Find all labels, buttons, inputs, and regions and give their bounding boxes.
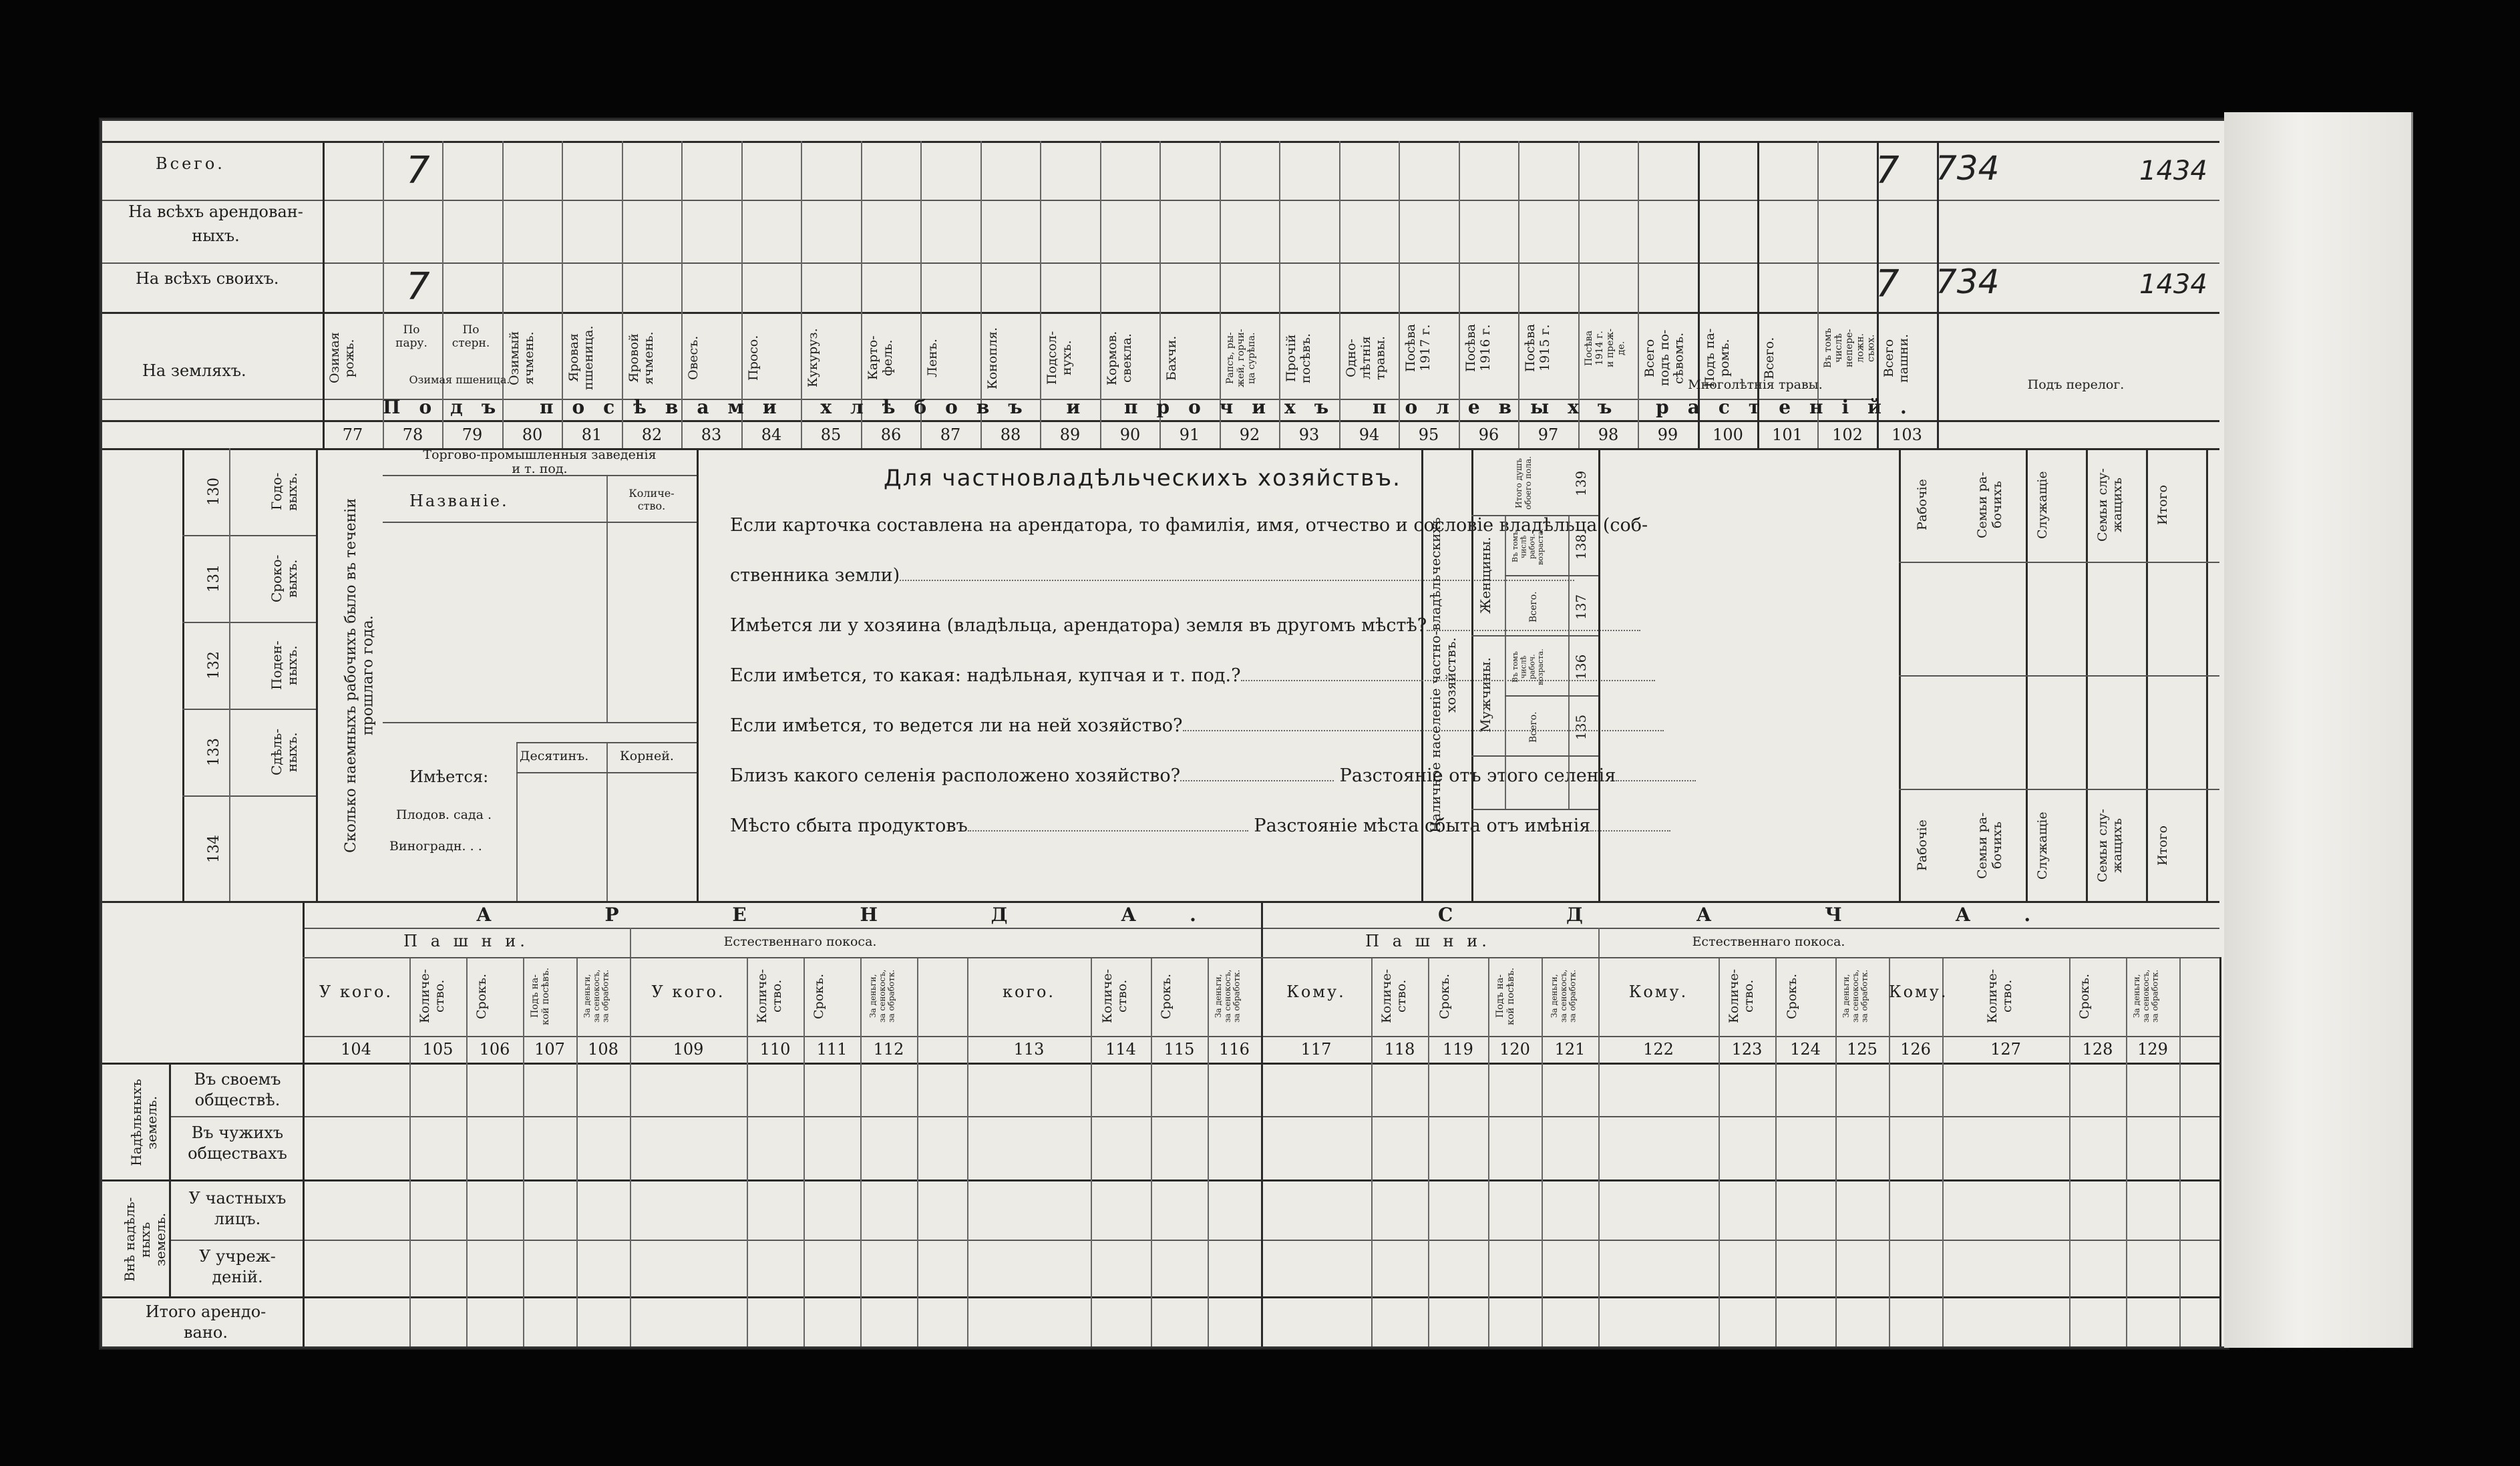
column-number: 102 bbox=[1832, 425, 1863, 444]
pokos-label: Естественнаго покоса. bbox=[1692, 934, 1845, 949]
question-owner: Если карточка составлена на арендатора, то фамилія, имя, отчество и сословіе владѣльца (соб- bbox=[730, 515, 1648, 536]
col-line bbox=[2026, 448, 2028, 901]
hand-value: 7 bbox=[406, 149, 430, 192]
census-card-sheet bbox=[100, 119, 2228, 1348]
col-line bbox=[169, 1063, 171, 1296]
crop-column-header: Карто- фель. bbox=[866, 335, 895, 381]
hand-value: 734 bbox=[1936, 149, 2000, 188]
col-line bbox=[316, 448, 318, 901]
col-line bbox=[697, 448, 699, 901]
row-line bbox=[516, 742, 697, 743]
column-number: 116 bbox=[1219, 1040, 1250, 1059]
crop-column-header: Одно- лѣтнія травы. bbox=[1344, 336, 1388, 380]
bottom-col-header: Количе- ство. bbox=[1379, 968, 1409, 1024]
bottom-col-header: Количе- ство. bbox=[754, 968, 784, 1024]
hire-title: Сколько наемныхъ рабочихъ было въ теченіи прошлаго года. bbox=[343, 498, 377, 853]
private-farms-heading: Для частновладѣльческихъ хозяйствъ. bbox=[884, 465, 1401, 492]
column-number: 126 bbox=[1900, 1040, 1931, 1059]
row-line bbox=[1899, 562, 2219, 563]
row-line bbox=[1471, 635, 1598, 636]
hire-srokovykh: Сроко- выхъ. bbox=[268, 554, 300, 602]
pop-num: 138 bbox=[1573, 534, 1589, 560]
col-line bbox=[630, 928, 631, 957]
hand-value: 1434 bbox=[2139, 269, 2207, 300]
hand-value: 1434 bbox=[2139, 156, 2207, 186]
row-line bbox=[169, 1240, 2219, 1241]
crop-column-header: Посѣва 1915 г. bbox=[1523, 323, 1552, 373]
trade-title: Торгово-промышленныя заведенія и т. под. bbox=[423, 447, 657, 476]
bottom-col-header: За деньги, за сенокосъ, за обработк. bbox=[582, 969, 610, 1023]
row-line bbox=[102, 1296, 2219, 1298]
crop-column-header: По стерн. bbox=[452, 323, 490, 350]
column-number: 103 bbox=[1892, 425, 1922, 444]
row-line bbox=[1505, 695, 1598, 697]
staff-header-bottom: Семьи слу- жащихъ bbox=[2095, 809, 2125, 882]
row-line bbox=[516, 772, 697, 773]
column-number: 78 bbox=[402, 425, 423, 444]
col-line bbox=[2146, 448, 2148, 901]
hand-value: 734 bbox=[1936, 262, 2000, 301]
col-line bbox=[2086, 448, 2088, 901]
crop-column-header: Овесъ. bbox=[686, 335, 701, 381]
column-number: 129 bbox=[2137, 1040, 2168, 1059]
attached-flap bbox=[2224, 112, 2413, 1348]
staff-header-top: Семьи слу- жащихъ bbox=[2095, 468, 2125, 542]
ozim-pshenitsa-label: Озимая пшеница. bbox=[409, 373, 510, 386]
col-line bbox=[1091, 957, 1092, 1346]
row-chuzhikh-obshch: Въ чужихъ обществахъ bbox=[188, 1123, 287, 1163]
crop-column-header: По пару. bbox=[395, 323, 427, 350]
column-number: 122 bbox=[1643, 1040, 1674, 1059]
col-line bbox=[1775, 957, 1777, 1346]
col-line bbox=[2179, 957, 2181, 1346]
column-number: 112 bbox=[873, 1040, 904, 1059]
row-line bbox=[1899, 789, 2219, 790]
row-line bbox=[102, 420, 2219, 422]
question-owner-cont: ственника земли) bbox=[730, 565, 1574, 586]
column-number: 101 bbox=[1772, 425, 1803, 444]
top-border bbox=[102, 141, 2219, 143]
col-line bbox=[1568, 515, 1570, 809]
bottom-col-header: Количе- ство. bbox=[1100, 968, 1129, 1024]
crop-column-header: Кормов. свекла. bbox=[1105, 331, 1134, 385]
crop-column-header: Рапсъ, ры- жей, горчи- ца сурѣпа. bbox=[1225, 329, 1258, 387]
row-label-na-zemlyakh: На земляхъ. bbox=[142, 361, 246, 380]
row-line bbox=[1471, 755, 1598, 757]
col-line bbox=[1428, 957, 1429, 1346]
col-line bbox=[1942, 957, 1944, 1346]
bottom-col-header: кого. bbox=[1002, 982, 1056, 1001]
row-chastnykh: У частныхъ лицъ. bbox=[188, 1189, 287, 1229]
row-line bbox=[1505, 575, 1598, 576]
column-number: 108 bbox=[588, 1040, 618, 1059]
pop-men: Мужчины. bbox=[1477, 657, 1493, 733]
column-number: 79 bbox=[462, 425, 483, 444]
column-number: 120 bbox=[1499, 1040, 1530, 1059]
hand-value: 7 bbox=[1875, 149, 1900, 192]
crop-column-header: Кукуруз. bbox=[805, 328, 820, 388]
col-line bbox=[1505, 515, 1506, 809]
bottom-col-header: Срокъ. bbox=[1785, 973, 1799, 1019]
column-number: 81 bbox=[581, 425, 602, 444]
crop-column-header: Посѣва 1914 г. и преж- де. bbox=[1584, 329, 1627, 367]
column-number: 88 bbox=[1000, 425, 1021, 444]
bottom-col-header: Подъ на- кой посѣвъ. bbox=[530, 967, 552, 1025]
row-line bbox=[1899, 675, 2219, 677]
population-title: Наличное населеніе частно-владѣльческихъ хозяйствъ. bbox=[1427, 517, 1459, 834]
question-village: Близъ какого селенія расположено хозяйство? Разстояніе отъ этого селенія bbox=[730, 765, 1696, 786]
col-line bbox=[1371, 957, 1373, 1346]
staff-header-top: Семьи ра- бочихъ bbox=[1975, 472, 2004, 538]
column-number: 77 bbox=[342, 425, 363, 444]
bottom-col-header: За деньги, за сенокосъ, за обработк. bbox=[1549, 969, 1578, 1023]
hand-value: 7 bbox=[1875, 262, 1900, 306]
staff-header-top: Рабочіе bbox=[1915, 479, 1930, 531]
mnogolet-label: Многолѣтнія травы. bbox=[1688, 377, 1823, 392]
column-number: 90 bbox=[1119, 425, 1141, 444]
bottom-col-header: У кого. bbox=[319, 982, 393, 1001]
col-line bbox=[523, 957, 524, 1346]
hire-podennykh: Поден- ныхъ. bbox=[268, 640, 300, 690]
col-line bbox=[630, 957, 631, 1346]
row-line bbox=[169, 1116, 2219, 1117]
col-line bbox=[1889, 957, 1890, 1346]
col-line bbox=[576, 957, 578, 1346]
staff-header-bottom: Семьи ра- бочихъ bbox=[1975, 812, 2004, 879]
bottom-col-header: Количе- ство. bbox=[1985, 968, 2014, 1024]
bottom-col-header: Кому. bbox=[1286, 982, 1346, 1001]
bottom-col-header: Количе- ство. bbox=[417, 968, 447, 1024]
column-number: 83 bbox=[701, 425, 722, 444]
column-number: 99 bbox=[1657, 425, 1678, 444]
column-number: 121 bbox=[1554, 1040, 1586, 1059]
column-number: 91 bbox=[1179, 425, 1200, 444]
col-line bbox=[409, 957, 411, 1346]
column-number: 85 bbox=[820, 425, 842, 444]
bottom-col-header: За деньги, за сенокосъ, за обработк. bbox=[1214, 969, 1242, 1023]
col-line bbox=[747, 957, 748, 1346]
crop-column-header: Яровой ячмень. bbox=[626, 331, 656, 385]
bottom-col-header: За деньги, за сенокосъ, за обработк. bbox=[2132, 969, 2160, 1023]
column-number: 109 bbox=[673, 1040, 704, 1059]
bottom-col-header: Кому. bbox=[1628, 982, 1688, 1001]
crop-column-header: Въ томъ числѣ непере- ложн. съюх. bbox=[1823, 328, 1877, 368]
row-line bbox=[102, 1063, 2219, 1065]
crop-column-header: Просо. bbox=[746, 335, 761, 381]
row-label-arend: На всѣхъ арендован- ныхъ. bbox=[128, 202, 303, 245]
col-line bbox=[229, 448, 230, 901]
hire-num: 134 bbox=[206, 835, 222, 863]
col-line bbox=[860, 957, 862, 1346]
crop-column-header: Всего пашни. bbox=[1881, 333, 1911, 383]
column-number: 105 bbox=[422, 1040, 454, 1059]
col-line bbox=[2219, 957, 2221, 1346]
question-other-land: Имѣется ли у хозяина (владѣльца, арендатора) земля въ другомъ мѣстѣ? bbox=[730, 615, 1640, 636]
posev-band: Подъ посѣвами хлѣбовъ и прочихъ полевыхъ растеній. bbox=[383, 396, 1926, 418]
row-line bbox=[182, 622, 316, 623]
hire-num: 131 bbox=[206, 564, 222, 592]
crop-column-header: Всего. bbox=[1762, 337, 1777, 379]
hire-num: 132 bbox=[206, 651, 222, 679]
col-line bbox=[606, 475, 608, 722]
hand-value: 7 bbox=[406, 265, 430, 309]
col-line bbox=[2126, 957, 2127, 1346]
korney-header: Корней. bbox=[620, 749, 674, 763]
row-line bbox=[182, 535, 316, 536]
crop-column-header: Подсол- нухъ. bbox=[1045, 331, 1074, 385]
pashni-label: П а ш н и. bbox=[403, 932, 529, 950]
column-number: 111 bbox=[816, 1040, 848, 1059]
row-itogo-arend: Итого арендо- вано. bbox=[145, 1302, 266, 1342]
crop-column-header: Подъ па- ромъ. bbox=[1702, 328, 1732, 388]
column-number: 86 bbox=[880, 425, 902, 444]
column-number: 107 bbox=[534, 1040, 565, 1059]
question-market: Мѣсто сбыта продуктовъ Разстояніе мѣста сбыта отъ имѣнія bbox=[730, 815, 1670, 836]
row-label-svoikh: На всѣхъ своихъ. bbox=[136, 269, 279, 288]
pop-itogo: Итого душъ обоего пола. bbox=[1514, 456, 1533, 510]
row-line bbox=[1471, 809, 1598, 810]
imeetsya-label: Имѣется: bbox=[409, 767, 489, 786]
column-number: 115 bbox=[1163, 1040, 1195, 1059]
arenda-band: А Р Е Н Д А. bbox=[476, 904, 1250, 926]
col-line bbox=[1835, 957, 1837, 1346]
column-number: 127 bbox=[1990, 1040, 2021, 1059]
column-number: 128 bbox=[2082, 1040, 2113, 1059]
col-line bbox=[182, 448, 184, 901]
question-farming: Если имѣется, то ведется ли на ней хозяйство? bbox=[730, 715, 1664, 736]
hire-num: 130 bbox=[206, 478, 222, 506]
column-number: 125 bbox=[1847, 1040, 1877, 1059]
crop-column-header: Бахчи. bbox=[1164, 335, 1179, 381]
column-number: 82 bbox=[641, 425, 663, 444]
staff-header-bottom: Рабочіе bbox=[1915, 819, 1930, 872]
row-line bbox=[303, 957, 2219, 958]
column-number: 104 bbox=[341, 1040, 371, 1059]
group-vne-nadel: Внѣ надѣль- ныхъ земель. bbox=[122, 1197, 168, 1282]
row-svoem-obshch: Въ своемъ обществѣ. bbox=[194, 1070, 281, 1110]
col-line bbox=[1542, 957, 1543, 1346]
column-number: 123 bbox=[1731, 1040, 1763, 1059]
bottom-col-header: За деньги, за сенокосъ, за обработк. bbox=[868, 969, 896, 1023]
row-line bbox=[102, 1179, 2219, 1181]
trade-qty-header: Количе- ство. bbox=[628, 487, 675, 512]
column-number: 114 bbox=[1105, 1040, 1136, 1059]
hire-sdelnykh: Сдѣль- ныхъ. bbox=[268, 728, 300, 776]
pop-men-total: Всего. bbox=[1528, 711, 1539, 743]
col-line bbox=[967, 957, 968, 1346]
col-line bbox=[1151, 957, 1152, 1346]
col-line bbox=[1598, 957, 1600, 1346]
pop-num: 137 bbox=[1573, 594, 1589, 620]
column-number: 106 bbox=[479, 1040, 510, 1059]
pop-num: 135 bbox=[1573, 714, 1589, 740]
col-line bbox=[2206, 448, 2208, 901]
col-line bbox=[1261, 957, 1263, 1346]
col-line bbox=[1598, 928, 1600, 957]
staff-header-bottom: Служащіе bbox=[2035, 811, 2050, 880]
bottom-col-header: Срокъ. bbox=[2077, 973, 2092, 1019]
desyatin-header: Десятинъ. bbox=[520, 749, 589, 763]
crop-column-header: Посѣва 1916 г. bbox=[1463, 323, 1493, 373]
row-line bbox=[102, 262, 2219, 264]
row-line bbox=[102, 200, 2219, 201]
bottom-col-header: За деньги, за сенокосъ, за обработк. bbox=[1841, 969, 1869, 1023]
bottom-col-header: Количе- ство. bbox=[1726, 968, 1756, 1024]
col-line bbox=[1719, 957, 1720, 1346]
group-nadel: Надѣльныхъ земель. bbox=[128, 1079, 160, 1167]
col-line bbox=[606, 742, 608, 901]
col-line bbox=[323, 141, 325, 448]
column-number: 84 bbox=[761, 425, 782, 444]
bottom-col-header: Подъ на- кой посѣвъ. bbox=[1495, 967, 1517, 1025]
column-number: 113 bbox=[1013, 1040, 1045, 1059]
row-line bbox=[182, 709, 316, 710]
pop-women-working: Въ томъ числѣ рабоч. возраста. bbox=[1511, 528, 1545, 565]
pokos-label: Естественнаго покоса. bbox=[723, 934, 877, 949]
row-uchrezhd: У учреж- деній. bbox=[199, 1247, 276, 1287]
col-line bbox=[516, 742, 518, 901]
bottom-col-header: Срокъ. bbox=[474, 973, 489, 1019]
crop-column-header: Озимый ячмень. bbox=[507, 331, 536, 385]
column-number: 89 bbox=[1059, 425, 1081, 444]
col-line bbox=[1488, 957, 1489, 1346]
pop-women-total: Всего. bbox=[1528, 591, 1539, 622]
pashni-label: П а ш н и. bbox=[1365, 932, 1491, 950]
bottom-col-header: Кому. bbox=[1889, 982, 1948, 1001]
column-number: 94 bbox=[1359, 425, 1380, 444]
column-number: 110 bbox=[759, 1040, 791, 1059]
col-line bbox=[2069, 957, 2071, 1346]
crop-column-header: Прочій посѣвъ. bbox=[1284, 333, 1313, 383]
column-number: 92 bbox=[1239, 425, 1260, 444]
pop-men-working: Въ томъ числѣ рабоч. возраста. bbox=[1511, 649, 1545, 685]
column-number: 97 bbox=[1538, 425, 1559, 444]
column-number: 80 bbox=[522, 425, 543, 444]
pop-num: 139 bbox=[1573, 470, 1589, 496]
row-line bbox=[182, 795, 316, 797]
question-land-type: Если имѣется, то какая: надѣльная, купчая и т. под.? bbox=[730, 665, 1655, 686]
trade-name-header: Названіе. bbox=[409, 492, 509, 510]
bottom-col-header: Срокъ. bbox=[1158, 973, 1174, 1019]
column-number: 124 bbox=[1790, 1040, 1821, 1059]
column-number: 119 bbox=[1443, 1040, 1473, 1059]
column-number: 118 bbox=[1384, 1040, 1415, 1059]
row-label-vsego: Всего. bbox=[156, 154, 225, 173]
perelog-label: Подъ перелог. bbox=[2027, 377, 2125, 392]
col-line bbox=[1208, 957, 1209, 1346]
crop-column-header: Озимая рожь. bbox=[327, 332, 357, 384]
staff-header-top: Служащіе bbox=[2035, 471, 2050, 539]
column-number: 87 bbox=[940, 425, 961, 444]
col-line bbox=[917, 957, 918, 1346]
col-line bbox=[303, 957, 305, 1346]
crop-column-header: Яровая пшеница. bbox=[566, 325, 596, 391]
pop-women: Женщины. bbox=[1477, 536, 1493, 614]
hire-godovykh: Годо- выхъ. bbox=[268, 472, 300, 511]
bottom-col-header: У кого. bbox=[651, 982, 725, 1001]
row-line bbox=[102, 312, 2219, 314]
col-line bbox=[1899, 448, 1901, 901]
bottom-col-header: Срокъ. bbox=[1437, 973, 1452, 1019]
column-number: 95 bbox=[1418, 425, 1439, 444]
staff-header-top: Итого bbox=[2155, 485, 2170, 525]
crop-column-header: Посѣва 1917 г. bbox=[1403, 323, 1433, 373]
pop-num: 136 bbox=[1573, 654, 1589, 680]
row-line bbox=[1471, 515, 1598, 516]
col-line bbox=[803, 957, 805, 1346]
column-number: 93 bbox=[1298, 425, 1320, 444]
crop-column-header: Ленъ. bbox=[925, 339, 940, 377]
crop-column-header: Конопля. bbox=[985, 327, 1000, 389]
sdacha-band: С Д А Ч А. bbox=[1438, 904, 2085, 926]
column-number: 100 bbox=[1713, 425, 1743, 444]
vinograd-label: Виноградн. . . bbox=[389, 839, 482, 854]
bottom-col-header: Срокъ. bbox=[811, 973, 826, 1019]
column-number: 96 bbox=[1478, 425, 1499, 444]
plodov-sad-label: Плодов. сада . bbox=[396, 807, 492, 822]
row-line bbox=[383, 722, 697, 723]
column-number: 98 bbox=[1598, 425, 1619, 444]
section-divider bbox=[102, 901, 2219, 903]
column-number: 117 bbox=[1300, 1040, 1332, 1059]
col-line bbox=[1598, 448, 1600, 901]
col-line bbox=[466, 957, 468, 1346]
row-line bbox=[383, 522, 697, 523]
staff-header-bottom: Итого bbox=[2155, 826, 2170, 866]
crop-column-header: Всего подъ по- сѣвомъ. bbox=[1642, 329, 1686, 387]
hire-num: 133 bbox=[206, 738, 222, 766]
